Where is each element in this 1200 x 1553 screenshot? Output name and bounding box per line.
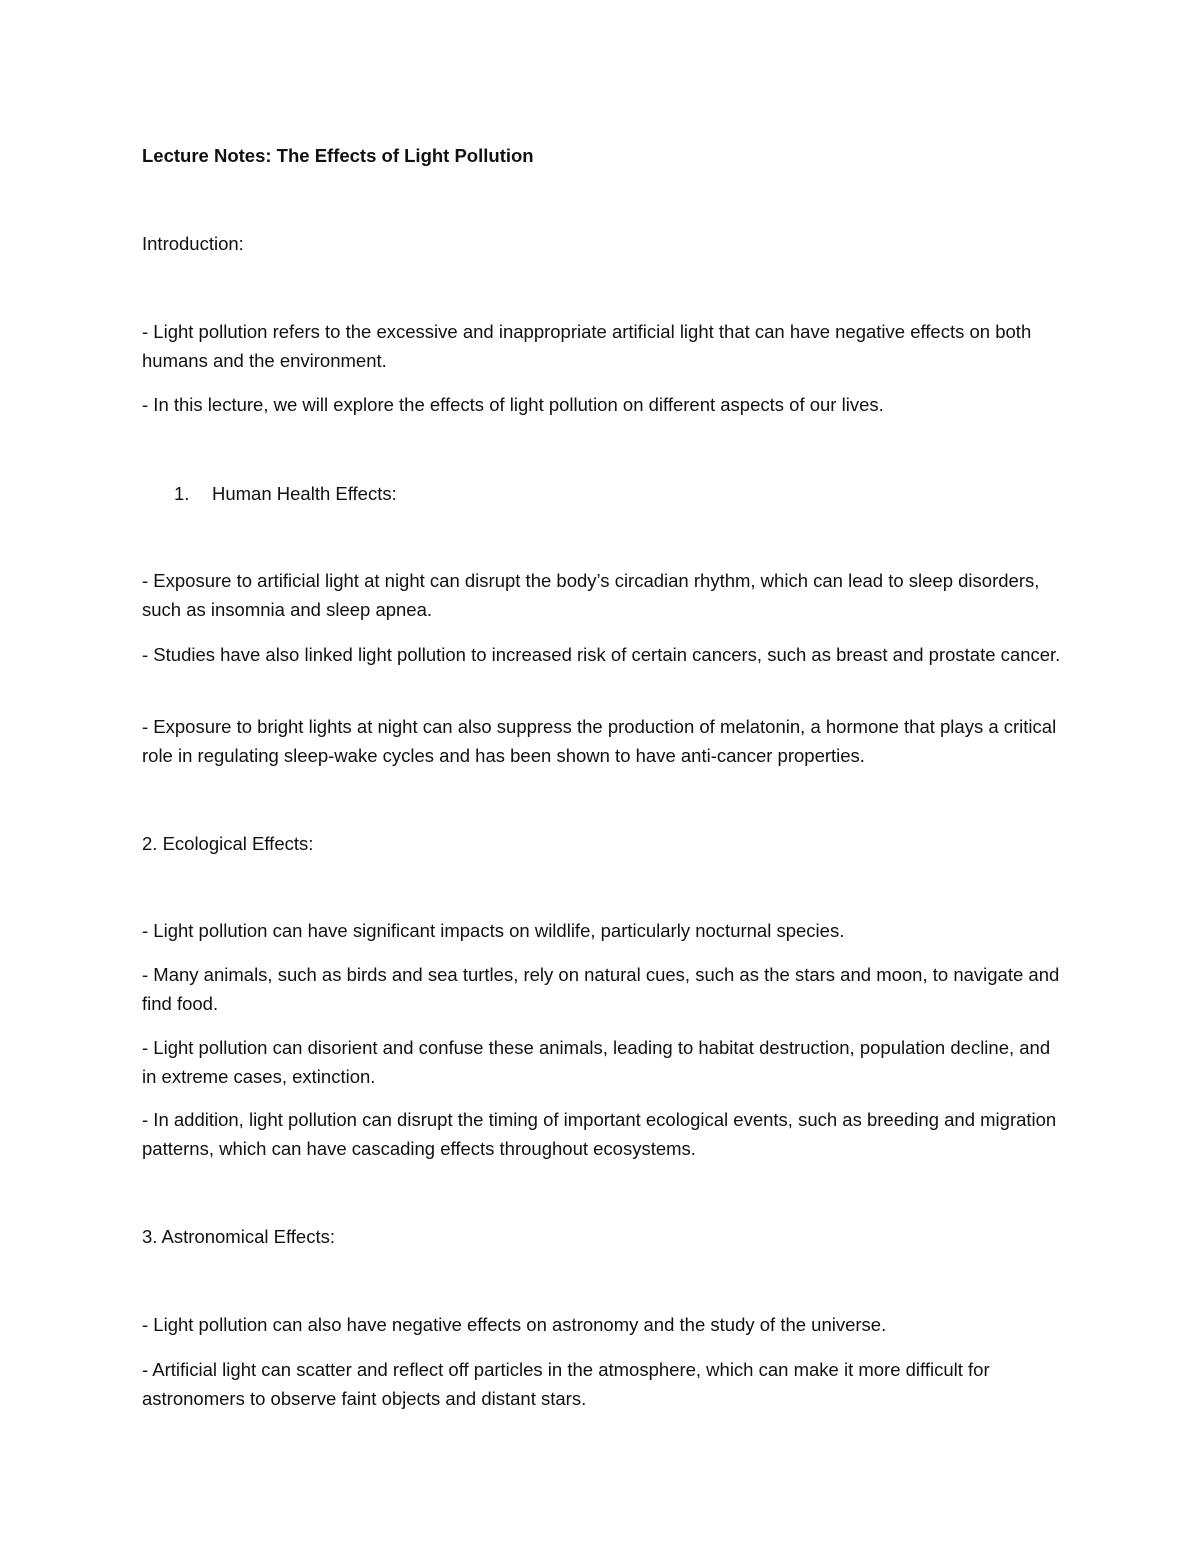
section2-bullet: - Light pollution can have significant impacts on wildlife, particularly nocturnal species. bbox=[142, 920, 845, 941]
intro-bullet: - Light pollution refers to the excessive and inappropriate artificial light that can have negative effects on both humans and the environment. bbox=[142, 321, 1032, 371]
section1-bullet: - Exposure to bright lights at night can also suppress the production of melatonin, a hormone that plays a critical role in regulating sleep-wake cycles and has been shown to have anti-cancer properties. bbox=[142, 716, 1057, 766]
section3-bullet: - Light pollution can also have negative effects on astronomy and the study of the universe. bbox=[142, 1314, 887, 1335]
intro-heading: Introduction: bbox=[142, 233, 244, 254]
section1-bullet: - Studies have also linked light pollution to increased risk of certain cancers, such as breast and prostate cancer. bbox=[142, 644, 1061, 665]
section1-heading-text: Human Health Effects: bbox=[212, 483, 397, 504]
section3-bullet: - Artificial light can scatter and reflect off particles in the atmosphere, which can make it more difficult for astronomers to observe faint objects and distant stars. bbox=[142, 1359, 990, 1409]
section2-bullet: - Many animals, such as birds and sea turtles, rely on natural cues, such as the stars and moon, to navigate and find food. bbox=[142, 964, 1060, 1014]
section1-number: 1. bbox=[174, 483, 190, 504]
document-title: Lecture Notes: The Effects of Light Pollution bbox=[142, 145, 534, 166]
section3-heading: 3. Astronomical Effects: bbox=[142, 1226, 335, 1247]
section2-bullet: - Light pollution can disorient and confuse these animals, leading to habitat destruction, population decline, and in extreme cases, extinction. bbox=[142, 1037, 1051, 1087]
intro-bullet: - In this lecture, we will explore the effects of light pollution on different aspects of our lives. bbox=[142, 394, 884, 415]
section1-heading bbox=[174, 479, 397, 508]
section1-bullet: - Exposure to artificial light at night can disrupt the body’s circadian rhythm, which can lead to sleep disorders, such as insomnia and sleep apnea. bbox=[142, 570, 1040, 620]
section2-bullet: - In addition, light pollution can disrupt the timing of important ecological events, such as breeding and migration patterns, which can have cascading effects throughout ecosystems. bbox=[142, 1109, 1057, 1159]
section2-heading: 2. Ecological Effects: bbox=[142, 833, 314, 854]
